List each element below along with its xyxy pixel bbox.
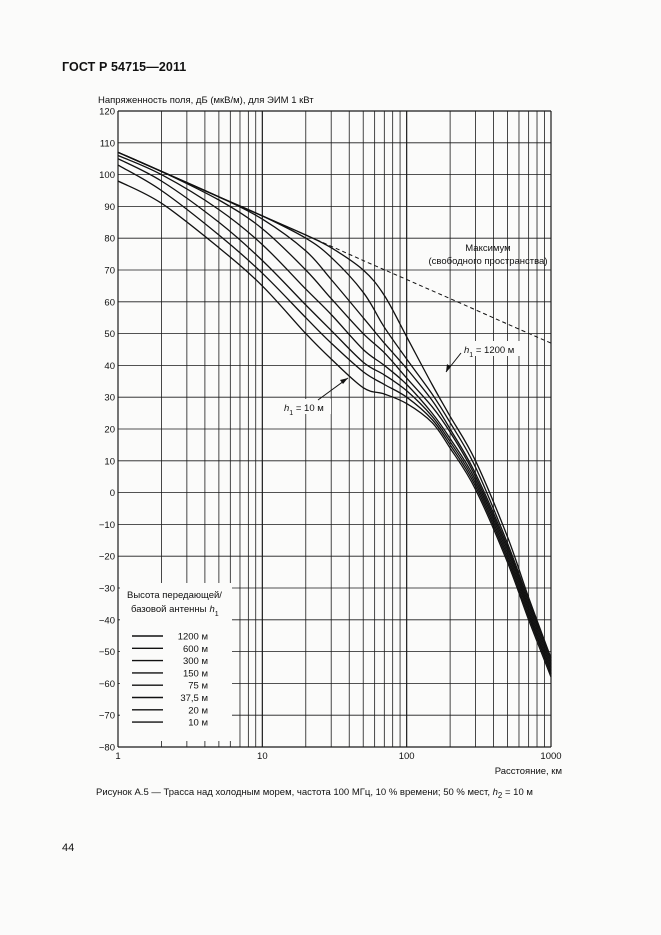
legend-entry-label: 150 м bbox=[182, 668, 208, 680]
x-tick-label: 1000 bbox=[540, 751, 562, 762]
y-tick-label: −50 bbox=[98, 647, 115, 659]
y-tick-label: 30 bbox=[104, 392, 115, 404]
y-tick-label: −30 bbox=[98, 583, 115, 595]
legend-entry-label: 300 м bbox=[182, 656, 208, 668]
y-tick-label: −20 bbox=[98, 551, 115, 563]
caption-prefix: Рисунок А.5 — Трасса над холодным морем, частота 100 МГц, 10 % времени; 50 % мест, bbox=[96, 787, 493, 798]
y-tick-label: −10 bbox=[98, 519, 115, 531]
legend-title-var: h bbox=[209, 604, 215, 615]
y-tick-label: −40 bbox=[98, 615, 115, 627]
legend-entry-label: 75 м bbox=[188, 680, 208, 692]
legend-entry-label: 10 м bbox=[188, 717, 208, 729]
y-tick-label: 10 bbox=[104, 456, 115, 468]
y-tick-label: 120 bbox=[99, 106, 115, 118]
legend-title-line2: базовой антенны bbox=[131, 604, 207, 615]
legend-title-sub: 1 bbox=[214, 610, 219, 618]
annotation-h1-10-sub: 1 bbox=[289, 409, 294, 417]
annotation-h1-1200-sub: 1 bbox=[469, 351, 474, 359]
y-tick-label: 100 bbox=[99, 170, 115, 182]
y-tick-label: 0 bbox=[109, 488, 115, 500]
caption-suffix: = 10 м bbox=[502, 787, 533, 798]
annotation-h1-10-text: = 10 м bbox=[293, 403, 324, 414]
x-tick-label: 1 bbox=[115, 751, 121, 762]
document-header: ГОСТ Р 54715—2011 bbox=[62, 60, 187, 74]
legend-entry-label: 600 м bbox=[182, 643, 208, 655]
legend-entry-label: 1200 м bbox=[177, 631, 208, 643]
chart-legend bbox=[120, 583, 232, 741]
y-tick-label: 40 bbox=[104, 360, 115, 372]
y-tick-labels bbox=[99, 107, 115, 754]
y-tick-label: −80 bbox=[98, 742, 115, 754]
legend-entry-label: 20 м bbox=[188, 705, 208, 717]
legend-title-line1: Высота передающей/ bbox=[127, 590, 222, 601]
x-axis-label: Расстояние, км bbox=[494, 766, 562, 777]
y-tick-label: 60 bbox=[104, 297, 115, 309]
x-tick-label: 100 bbox=[398, 751, 415, 762]
annotation-maximum bbox=[428, 243, 547, 267]
y-tick-label: 50 bbox=[104, 329, 115, 341]
annotation-maximum-line2: (свободного пространства) bbox=[428, 256, 548, 267]
y-axis-label: Напряженность поля, дБ (мкВ/м), для ЭИМ 1 кВт bbox=[98, 95, 314, 106]
y-tick-label: −70 bbox=[98, 710, 115, 722]
series-line-1 bbox=[118, 152, 551, 658]
legend-entry-label: 37,5 м bbox=[180, 693, 208, 704]
annotation-maximum-line1: Максимум bbox=[465, 243, 511, 254]
annotation-h1-1200-var: h bbox=[464, 345, 470, 356]
y-tick-label: 70 bbox=[104, 265, 115, 277]
y-tick-label: 110 bbox=[99, 138, 115, 150]
y-tick-label: 80 bbox=[104, 233, 115, 245]
figure-caption bbox=[96, 787, 606, 800]
y-tick-label: 90 bbox=[104, 201, 115, 213]
caption-sub: 2 bbox=[497, 790, 503, 800]
annotation-h1-1200 bbox=[446, 341, 526, 372]
annotation-h1-1200-text: = 1200 м bbox=[473, 345, 515, 356]
y-tick-label: −60 bbox=[98, 678, 115, 690]
annotation-h1-10-var: h bbox=[284, 403, 290, 414]
caption-var: h bbox=[492, 787, 498, 798]
x-tick-label: 10 bbox=[257, 751, 268, 762]
y-tick-label: 20 bbox=[104, 424, 115, 436]
page-number: 44 bbox=[62, 842, 75, 854]
x-tick-labels bbox=[115, 751, 561, 762]
